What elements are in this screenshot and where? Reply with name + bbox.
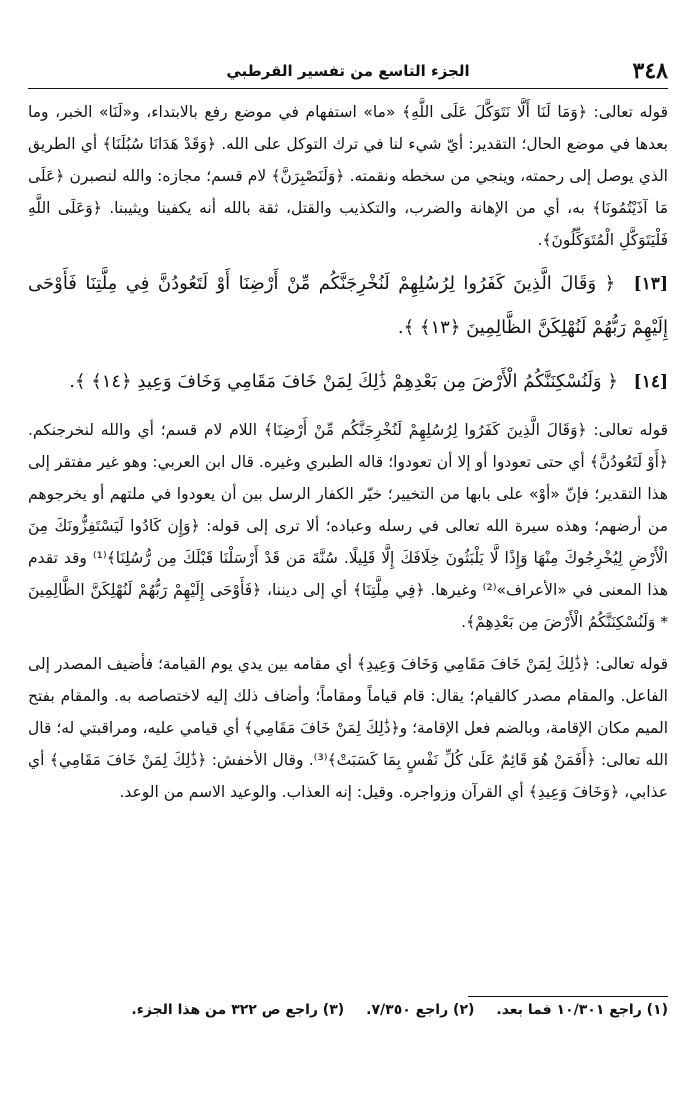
commentary-paragraph: قوله تعالى: ﴿وَقَالَ الَّذِينَ كَفَرُوا لِرُسُلِهِمْ لَنُخْرِجَنَّكُم مِّنْ أَرْضِنَا﴾ اللام لام قسم؛ أي والله لنخرجنكم. ﴿أَوْ لَتَعُودُنَّ﴾ أي حتى تعودوا أو إلا أن تعودوا؛ قاله الطبري وغيره. قال ابن العربي: وهو غير مفتقر إلى هذا التقدير؛ فإنّ «أوْ» على بابها من التخيير؛ خيّر الكفار الرسل بين أن يعودوا في ملتهم أو يخرجوهم من أرضهم؛ وهذه سيرة الله تعالى في رسله وعباده؛ ألا ترى إلى قوله: ﴿وَإِن كَادُوا لَيَسْتَفِزُّونَكَ مِنَ الْأَرْضِ لِيُخْرِجُوكَ مِنْهَا وَإِذًا لَّا يَلْبَثُونَ خِلَافَكَ إِلَّا قَلِيلًا. سُنَّةَ مَن قَدْ أَرْسَلْنَا قَبْلَكَ مِن رُّسُلِنَا﴾⁽¹⁾ وقد تقدم هذا المعنى في «الأعراف»⁽²⁾ وغيرها. ﴿فِي مِلَّتِنَا﴾ أي إلى ديننا، ﴿فَأَوْحَى إِلَيْهِمْ رَبُّهُمْ لَنُهْلِكَنَّ الظَّالِمِينَ * وَلَنُسْكِنَنَّكُمُ الْأَرْضَ مِن بَعْدِهِمْ﴾. xyxy=(28,421,669,631)
verse-number: [١٤] xyxy=(633,372,668,392)
footnote-2: (٢) راجع ٧/٣٥٠. xyxy=(366,1002,475,1018)
verse-14 xyxy=(28,360,668,404)
running-title: الجزء التاسع من تفسير القرطبي xyxy=(226,62,470,80)
verse-13 xyxy=(28,262,668,350)
paragraph-spacer xyxy=(28,638,668,648)
footnote-1: (١) راجع ١٠/٣٠١ فما بعد. xyxy=(496,1002,668,1018)
commentary-paragraph: قوله تعالى: ﴿ذَٰلِكَ لِمَنْ خَافَ مَقَامِي وَخَافَ وَعِيدِ﴾ أي مقامه بين يدي يوم القيامة؛ فأضيف المصدر إلى الفاعل. والمقام مصدر كالقيام؛ يقال: قام قياماً ومقاماً؛ وأضاف ذلك إليه لاختصاصه به. والمقام بفتح الميم مكان الإقامة، وبالضم فعل الإقامة؛ و﴿ذَٰلِكَ لِمَنْ خَافَ مَقَامِي﴾ أي قيامي عليه، ومراقبتي له؛ قال الله تعالى: ﴿أَفَمَنْ هُوَ قَائِمٌ عَلَىٰ كُلِّ نَفْسٍ بِمَا كَسَبَتْ﴾⁽³⁾. وقال الأخفش: ﴿ذَٰلِكَ لِمَنْ خَافَ مَقَامِي﴾ أي عذابي، ﴿وَخَافَ وَعِيدِ﴾ أي القرآن وزواجره. وقيل: إنه العذاب. والوعيد الاسم من الوعد. xyxy=(28,655,669,801)
page-body xyxy=(28,96,668,998)
verse-text: ﴿ وَلَنُسْكِنَنَّكُمُ الْأَرْضَ مِن بَعْدِهِمْ ذَٰلِكَ لِمَنْ خَافَ مَقَامِي وَخَافَ وَعِيدِ ﴿١٤﴾ ﴾. xyxy=(69,371,618,392)
footnote-3: (٣) راجع ص ٣٢٢ من هذا الجزء. xyxy=(131,1002,345,1018)
footnotes xyxy=(28,1002,668,1018)
commentary-paragraph: قوله تعالى: ﴿وَمَا لَنَا أَلَّا نَتَوَكَّلَ عَلَى اللَّهِ﴾ «ما» استفهام في موضع رفع بالابتداء، و«لَنَا» الخبر، وما بعدها في موضع الحال؛ التقدير: أيّ شيء لنا في ترك التوكل على الله. ﴿وَقَدْ هَدَانَا سُبُلَنَا﴾ أي الطريق الذي يوصل إلى رحمته، وينجي من سخطه ونقمته. ﴿وَلَنَصْبِرَنَّ﴾ لام قسم؛ مجازه: والله لنصبرن ﴿عَلَى مَا آذَيْتُمُونَا﴾ به، أي من الإهانة والضرب، والتكذيب والقتل، ثقة بالله أنه يكفينا ويثيبنا. ﴿وَعَلَى اللَّهِ فَلْيَتَوَكَّلِ الْمُتَوَكِّلُونَ﴾. xyxy=(28,103,668,249)
page-number: ٣٤٨ xyxy=(632,58,668,84)
verse-text: ﴿ وَقَالَ الَّذِينَ كَفَرُوا لِرُسُلِهِمْ لَنُخْرِجَنَّكُم مِّنْ أَرْضِنَا أَوْ لَتَعُودُنَّ فِي مِلَّتِنَا فَأَوْحَى إِلَيْهِمْ رَبُّهُمْ لَنُهْلِكَنَّ الظَّالِمِينَ ﴿١٣﴾ ﴾. xyxy=(28,273,668,338)
verse-number: [١٣] xyxy=(633,274,668,294)
page-header xyxy=(28,56,668,89)
footnote-divider xyxy=(468,996,668,997)
